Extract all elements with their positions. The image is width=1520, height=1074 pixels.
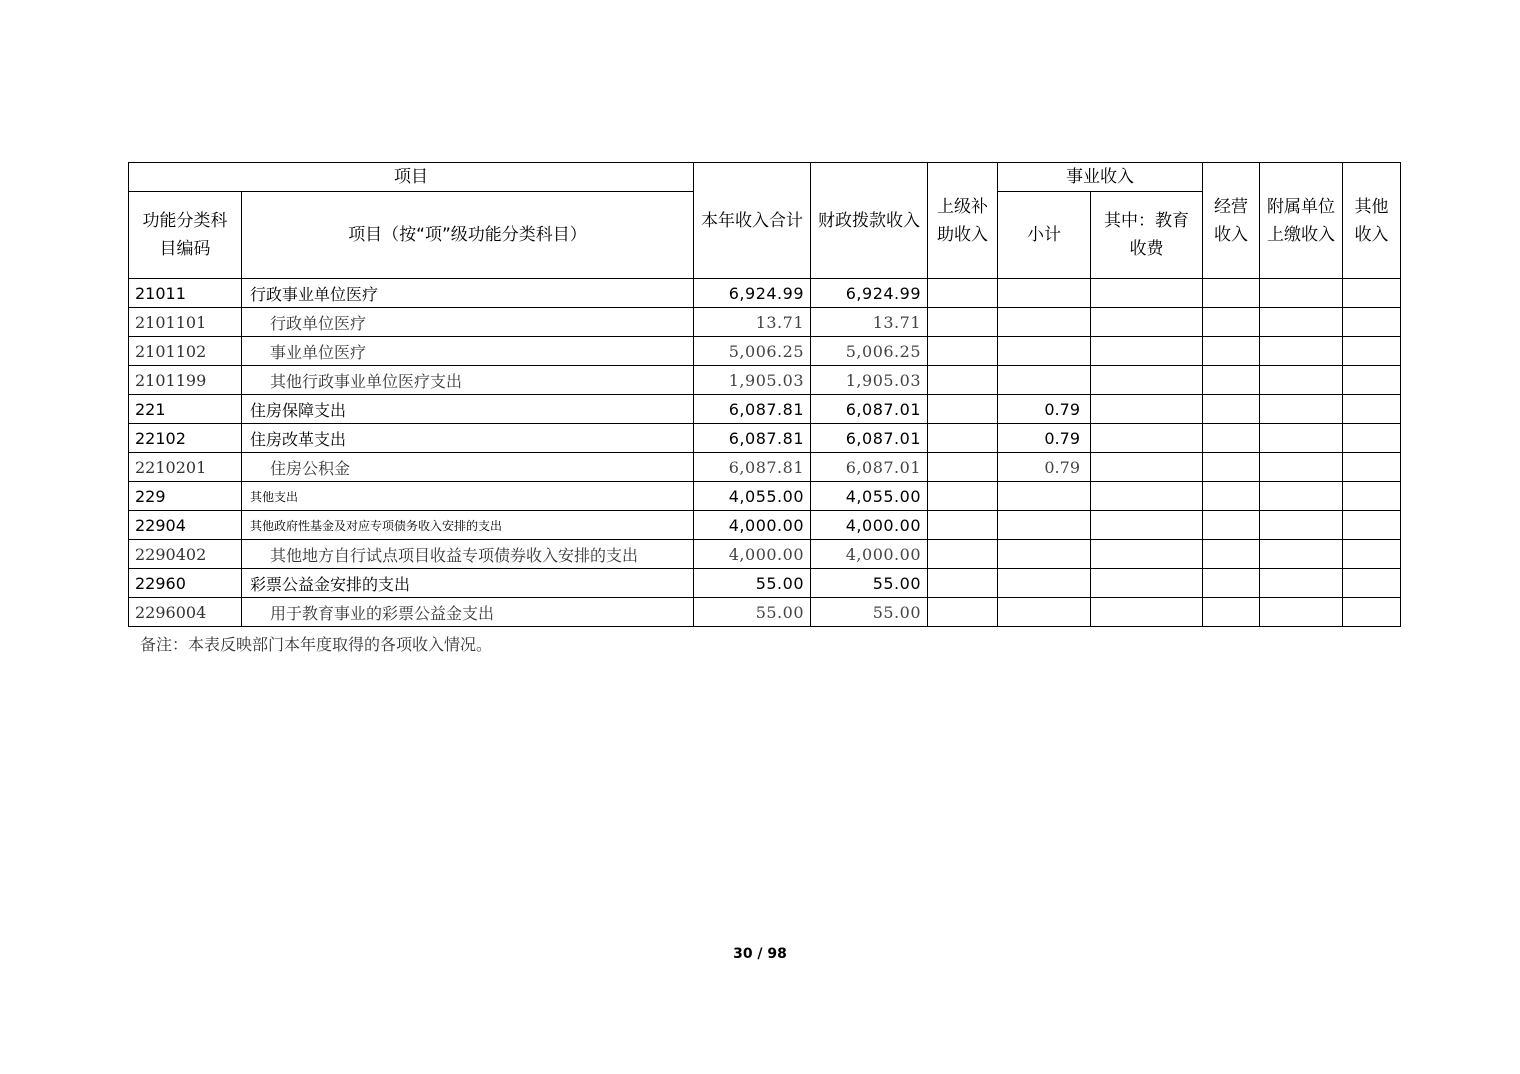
cell-affiliate [1260, 279, 1343, 308]
cell-total: 55.00 [694, 569, 811, 598]
cell-edu-fee [1091, 395, 1203, 424]
cell-total: 6,087.81 [694, 424, 811, 453]
cell-name: 住房保障支出 [242, 395, 694, 424]
cell-code: 2101102 [129, 337, 242, 366]
cell-affiliate [1260, 453, 1343, 482]
cell-code: 2290402 [129, 540, 242, 569]
cell-upper-subsidy [928, 569, 998, 598]
table-body [129, 279, 1401, 627]
cell-fiscal: 6,087.01 [811, 424, 928, 453]
table-row [129, 511, 1401, 540]
cell-code: 2296004 [129, 598, 242, 627]
cell-other [1343, 395, 1401, 424]
header-affiliate: 附属单位上缴收入 [1260, 163, 1343, 279]
cell-name: 行政单位医疗 [242, 308, 694, 337]
table-row [129, 395, 1401, 424]
cell-edu-fee [1091, 482, 1203, 511]
cell-other [1343, 308, 1401, 337]
cell-subtotal [998, 540, 1091, 569]
cell-name: 其他政府性基金及对应专项债务收入安排的支出 [242, 511, 694, 540]
cell-business [1203, 598, 1260, 627]
cell-business [1203, 424, 1260, 453]
table-row [129, 279, 1401, 308]
cell-fiscal: 4,055.00 [811, 482, 928, 511]
cell-affiliate [1260, 569, 1343, 598]
header-edu-fee: 其中：教育收费 [1091, 192, 1203, 279]
table-note: 备注：本表反映部门本年度取得的各项收入情况。 [140, 635, 493, 654]
cell-total: 4,055.00 [694, 482, 811, 511]
income-table [128, 162, 1401, 627]
cell-fiscal: 4,000.00 [811, 511, 928, 540]
cell-fiscal: 55.00 [811, 598, 928, 627]
cell-upper-subsidy [928, 453, 998, 482]
header-other: 其他收入 [1343, 163, 1401, 279]
cell-edu-fee [1091, 366, 1203, 395]
table-row [129, 482, 1401, 511]
cell-upper-subsidy [928, 482, 998, 511]
table-row [129, 366, 1401, 395]
cell-name: 事业单位医疗 [242, 337, 694, 366]
table-row [129, 569, 1401, 598]
cell-fiscal: 4,000.00 [811, 540, 928, 569]
cell-name: 行政事业单位医疗 [242, 279, 694, 308]
cell-business [1203, 569, 1260, 598]
cell-affiliate [1260, 424, 1343, 453]
cell-other [1343, 424, 1401, 453]
cell-affiliate [1260, 308, 1343, 337]
header-item-group: 项目 [129, 163, 694, 192]
cell-code: 2210201 [129, 453, 242, 482]
cell-code: 2101199 [129, 366, 242, 395]
header-code: 功能分类科目编码 [129, 192, 242, 279]
cell-other [1343, 482, 1401, 511]
cell-subtotal: 0.79 [998, 395, 1091, 424]
cell-total: 4,000.00 [694, 511, 811, 540]
table-row [129, 598, 1401, 627]
cell-code: 2101101 [129, 308, 242, 337]
cell-code: 21011 [129, 279, 242, 308]
cell-other [1343, 598, 1401, 627]
cell-upper-subsidy [928, 424, 998, 453]
cell-affiliate [1260, 511, 1343, 540]
table-row [129, 337, 1401, 366]
cell-name: 其他行政事业单位医疗支出 [242, 366, 694, 395]
table-row [129, 308, 1401, 337]
cell-fiscal: 5,006.25 [811, 337, 928, 366]
cell-edu-fee [1091, 424, 1203, 453]
cell-subtotal [998, 598, 1091, 627]
header-career-group: 事业收入 [998, 163, 1203, 192]
cell-business [1203, 511, 1260, 540]
cell-business [1203, 453, 1260, 482]
cell-fiscal: 1,905.03 [811, 366, 928, 395]
cell-other [1343, 366, 1401, 395]
table-row [129, 540, 1401, 569]
cell-business [1203, 482, 1260, 511]
cell-total: 4,000.00 [694, 540, 811, 569]
cell-business [1203, 308, 1260, 337]
cell-affiliate [1260, 540, 1343, 569]
cell-business [1203, 540, 1260, 569]
cell-subtotal [998, 366, 1091, 395]
cell-business [1203, 279, 1260, 308]
cell-subtotal [998, 482, 1091, 511]
cell-code: 221 [129, 395, 242, 424]
table-row [129, 453, 1401, 482]
cell-subtotal: 0.79 [998, 424, 1091, 453]
header-upper-subsidy: 上级补助收入 [928, 163, 998, 279]
cell-total: 55.00 [694, 598, 811, 627]
cell-name: 其他支出 [242, 482, 694, 511]
cell-fiscal: 13.71 [811, 308, 928, 337]
cell-other [1343, 453, 1401, 482]
table-row [129, 424, 1401, 453]
cell-edu-fee [1091, 511, 1203, 540]
cell-affiliate [1260, 395, 1343, 424]
cell-subtotal: 0.79 [998, 453, 1091, 482]
header-total: 本年收入合计 [694, 163, 811, 279]
cell-subtotal [998, 308, 1091, 337]
cell-business [1203, 337, 1260, 366]
cell-fiscal: 6,087.01 [811, 453, 928, 482]
cell-affiliate [1260, 337, 1343, 366]
cell-name: 住房改革支出 [242, 424, 694, 453]
cell-other [1343, 569, 1401, 598]
cell-subtotal [998, 569, 1091, 598]
cell-affiliate [1260, 366, 1343, 395]
cell-other [1343, 279, 1401, 308]
cell-edu-fee [1091, 308, 1203, 337]
header-business: 经营收入 [1203, 163, 1260, 279]
cell-subtotal [998, 279, 1091, 308]
cell-total: 5,006.25 [694, 337, 811, 366]
cell-code: 22904 [129, 511, 242, 540]
cell-edu-fee [1091, 598, 1203, 627]
cell-fiscal: 55.00 [811, 569, 928, 598]
cell-code: 22102 [129, 424, 242, 453]
cell-upper-subsidy [928, 511, 998, 540]
cell-name: 其他地方自行试点项目收益专项债券收入安排的支出 [242, 540, 694, 569]
header-name: 项目（按“项”级功能分类科目） [242, 192, 694, 279]
cell-name: 住房公积金 [242, 453, 694, 482]
cell-total: 6,924.99 [694, 279, 811, 308]
cell-affiliate [1260, 598, 1343, 627]
cell-upper-subsidy [928, 279, 998, 308]
cell-name: 彩票公益金安排的支出 [242, 569, 694, 598]
cell-upper-subsidy [928, 540, 998, 569]
cell-subtotal [998, 337, 1091, 366]
cell-edu-fee [1091, 453, 1203, 482]
cell-other [1343, 337, 1401, 366]
cell-total: 13.71 [694, 308, 811, 337]
cell-affiliate [1260, 482, 1343, 511]
cell-fiscal: 6,924.99 [811, 279, 928, 308]
cell-total: 6,087.81 [694, 453, 811, 482]
page-number: 30 / 98 [733, 946, 787, 962]
cell-business [1203, 366, 1260, 395]
cell-edu-fee [1091, 337, 1203, 366]
cell-edu-fee [1091, 540, 1203, 569]
cell-code: 229 [129, 482, 242, 511]
cell-name: 用于教育事业的彩票公益金支出 [242, 598, 694, 627]
cell-total: 6,087.81 [694, 395, 811, 424]
cell-upper-subsidy [928, 395, 998, 424]
cell-total: 1,905.03 [694, 366, 811, 395]
cell-code: 22960 [129, 569, 242, 598]
cell-edu-fee [1091, 569, 1203, 598]
cell-fiscal: 6,087.01 [811, 395, 928, 424]
cell-subtotal [998, 511, 1091, 540]
header-fiscal: 财政拨款收入 [811, 163, 928, 279]
cell-business [1203, 395, 1260, 424]
header-subtotal: 小计 [998, 192, 1091, 279]
cell-upper-subsidy [928, 598, 998, 627]
cell-other [1343, 540, 1401, 569]
cell-upper-subsidy [928, 337, 998, 366]
cell-upper-subsidy [928, 366, 998, 395]
cell-edu-fee [1091, 279, 1203, 308]
cell-upper-subsidy [928, 308, 998, 337]
cell-other [1343, 511, 1401, 540]
